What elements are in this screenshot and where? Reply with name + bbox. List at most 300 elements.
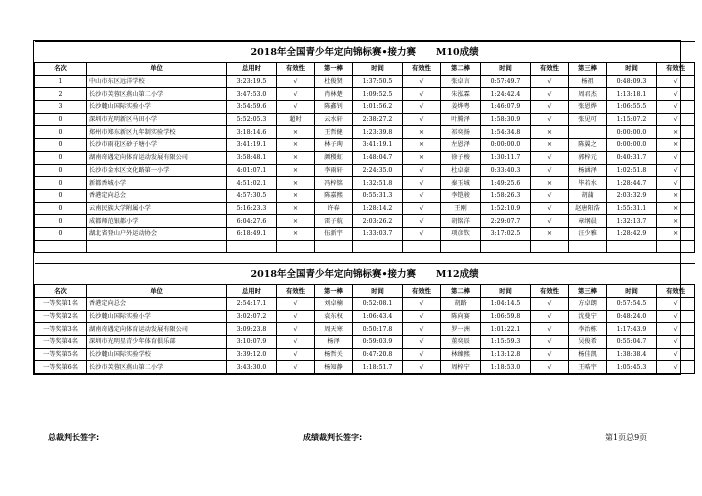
table-cell: 一等奖第5名 — [35, 348, 87, 361]
table-cell: 0:48:24.0 — [607, 310, 657, 323]
table-cell: 1:06:55.5 — [607, 101, 657, 114]
table-cell: √ — [277, 348, 315, 361]
table-cell: 0 — [35, 215, 87, 228]
column-header: 有效性 — [531, 285, 569, 298]
table-cell: 1:17:43.9 — [607, 323, 657, 336]
table-cell: 成都师范银都小学 — [87, 215, 227, 228]
table-cell: 新都香城小学 — [87, 177, 227, 190]
table-cell: 赵唐阳浩 — [569, 202, 607, 215]
table-cell — [657, 240, 695, 253]
column-header: 第三棒 — [569, 63, 607, 76]
column-header: 时间 — [353, 63, 403, 76]
table-cell: 3:43:30.0 — [227, 361, 277, 374]
table-cell — [227, 240, 277, 253]
table-cell: 董奕辰 — [441, 336, 481, 349]
table-cell: 1:49:25.6 — [481, 177, 531, 190]
column-header: 时间 — [607, 63, 657, 76]
table-cell: 郑州市郑东新区九年制实验学校 — [87, 126, 227, 139]
table-row — [35, 323, 695, 336]
table-cell: 王哲健 — [315, 126, 353, 139]
table-cell: √ — [531, 189, 569, 202]
column-header: 有效性 — [657, 285, 695, 298]
table-cell: 杜俊贤 — [315, 75, 353, 88]
table-cell: 长沙市金水区文化路第一小学 — [87, 164, 227, 177]
table-cell: 陈鑫钊 — [315, 101, 353, 114]
results-referee-signature-label: 成绩裁判长签字: — [303, 433, 363, 442]
table-cell: 王刚 — [441, 202, 481, 215]
table-cell: 0:33:40.3 — [481, 164, 531, 177]
table-cell: 1:55:31.1 — [607, 202, 657, 215]
table-cell: 汪少雅 — [569, 227, 607, 240]
table-cell: 1:09:52.5 — [353, 88, 403, 101]
table-cell: √ — [403, 189, 441, 202]
column-header: 有效性 — [657, 63, 695, 76]
table-cell: 祁奕扬 — [441, 126, 481, 139]
table-cell: 湖北省登山户外运动协会 — [87, 227, 227, 240]
table-cell: 杜卓豪 — [441, 164, 481, 177]
table-cell — [481, 240, 531, 253]
table-cell: 许春 — [315, 202, 353, 215]
table-cell: √ — [403, 177, 441, 190]
table-cell: 长沙市芙蓉区燕山第二小学 — [87, 88, 227, 101]
table-cell: 1:06:59.8 — [481, 310, 531, 323]
table-cell — [277, 240, 315, 253]
table-cell: 李治栋 — [569, 323, 607, 336]
table-cell: √ — [657, 323, 695, 336]
table-cell: 李铠骏 — [441, 189, 481, 202]
table-cell: √ — [531, 323, 569, 336]
table-cell: √ — [277, 298, 315, 311]
table-cell — [441, 240, 481, 253]
table-cell: × — [531, 126, 569, 139]
table-cell: 0 — [35, 113, 87, 126]
column-header: 名次 — [35, 285, 87, 298]
table-cell: √ — [277, 88, 315, 101]
table-cell: 0:00:00.0 — [607, 126, 657, 139]
table-cell: 杨哲关 — [315, 348, 353, 361]
table-cell: 3:23:19.5 — [227, 75, 277, 88]
column-header: 有效性 — [403, 285, 441, 298]
table-cell: 1:13:12.8 — [481, 348, 531, 361]
table-cell: 杨祖 — [569, 75, 607, 88]
table-cell: √ — [531, 310, 569, 323]
table-cell: 4:57:30.5 — [227, 189, 277, 202]
table-cell: √ — [657, 75, 695, 88]
table-cell: 0 — [35, 164, 87, 177]
table-cell: 0:55:31.3 — [353, 189, 403, 202]
section1-header-row — [35, 63, 695, 76]
results-table — [34, 41, 695, 374]
table-cell: 一等奖第3名 — [35, 323, 87, 336]
table-cell: 0 — [35, 151, 87, 164]
table-cell: 1:46:07.9 — [481, 101, 531, 114]
column-header: 时间 — [481, 63, 531, 76]
table-cell: × — [277, 177, 315, 190]
table-cell: × — [657, 139, 695, 152]
table-cell: √ — [531, 298, 569, 311]
table-cell: 1:18:53.0 — [481, 361, 531, 374]
table-cell: × — [531, 227, 569, 240]
table-cell: 张卓言 — [441, 75, 481, 88]
table-cell: 3 — [35, 101, 87, 114]
table-cell: √ — [657, 88, 695, 101]
table-cell: √ — [531, 151, 569, 164]
table-cell: 0:00:00.0 — [607, 139, 657, 152]
table-cell: × — [657, 215, 695, 228]
table-cell: × — [277, 164, 315, 177]
section1-event-title: 2018年全国青少年定向锦标赛•接力赛 — [250, 46, 417, 58]
table-cell: × — [277, 126, 315, 139]
table-cell: √ — [657, 164, 695, 177]
table-cell: 胡铭洋 — [441, 215, 481, 228]
table-cell: 2:03:26.2 — [353, 215, 403, 228]
table-row — [35, 336, 695, 349]
table-cell: √ — [277, 361, 315, 374]
table-cell: 长沙麓山国际实验小学 — [87, 101, 227, 114]
table-cell: 深圳市光明新区马田小学 — [87, 113, 227, 126]
table-cell: 1:30:11.7 — [481, 151, 531, 164]
table-cell: 朱泓霖 — [441, 88, 481, 101]
table-cell: √ — [657, 113, 695, 126]
table-cell: 5:16:23.3 — [227, 202, 277, 215]
table-cell: √ — [277, 75, 315, 88]
table-cell: √ — [531, 88, 569, 101]
section1-title — [35, 42, 695, 63]
table-cell: √ — [403, 101, 441, 114]
table-cell — [531, 240, 569, 253]
table-cell: 郭梓元 — [569, 151, 607, 164]
table-cell: √ — [403, 215, 441, 228]
section2-header-row — [35, 285, 695, 298]
table-cell: 香港定向总会 — [87, 298, 227, 311]
title-spacer — [416, 47, 436, 58]
table-cell: 1:38:38.4 — [607, 348, 657, 361]
table-cell: 3:39:12.0 — [227, 348, 277, 361]
table-cell: 1:01:56.2 — [353, 101, 403, 114]
table-cell: √ — [277, 336, 315, 349]
table-cell: 3:09:23.8 — [227, 323, 277, 336]
table-row — [35, 215, 695, 228]
table-cell — [87, 240, 227, 253]
table-cell: √ — [403, 88, 441, 101]
table-cell: 王晧宇 — [569, 361, 607, 374]
table-cell: 1:23:39.8 — [353, 126, 403, 139]
table-row — [35, 177, 695, 190]
table-cell: √ — [277, 101, 315, 114]
table-cell: 周君杰 — [569, 88, 607, 101]
table-cell: 1:24:42.4 — [481, 88, 531, 101]
table-cell: 1:32:51.8 — [353, 177, 403, 190]
table-cell: 1:32:13.7 — [607, 215, 657, 228]
table-cell — [607, 240, 657, 253]
table-row — [35, 361, 695, 374]
table-cell: √ — [277, 323, 315, 336]
table-cell: 雷子航 — [315, 215, 353, 228]
table-cell: 3:17:02.5 — [481, 227, 531, 240]
table-cell: 云南民族大学附属小学 — [87, 202, 227, 215]
section-gap-row — [35, 253, 695, 264]
table-cell: × — [277, 227, 315, 240]
table-cell: 一等奖第4名 — [35, 336, 87, 349]
table-cell: 胡路 — [441, 298, 481, 311]
table-cell: 3:41:19.1 — [227, 139, 277, 152]
table-cell: √ — [403, 202, 441, 215]
table-cell: × — [403, 126, 441, 139]
signature-footer — [0, 432, 702, 448]
table-cell: √ — [657, 336, 695, 349]
table-cell: 1:54:34.8 — [481, 126, 531, 139]
table-cell: 0:50:17.8 — [353, 323, 403, 336]
table-cell: 0 — [35, 126, 87, 139]
section1-title-row — [35, 42, 695, 63]
table-cell: 刘卓楠 — [315, 298, 353, 311]
table-cell: 0 — [35, 177, 87, 190]
table-cell: √ — [657, 361, 695, 374]
table-cell: 0:57:54.5 — [607, 298, 657, 311]
column-header: 有效性 — [531, 63, 569, 76]
table-cell: √ — [657, 101, 695, 114]
table-row — [35, 101, 695, 114]
table-row — [35, 227, 695, 240]
table-cell: 1:52:10.9 — [481, 202, 531, 215]
table-cell: 0 — [35, 202, 87, 215]
table-cell: 1:05:45.3 — [607, 361, 657, 374]
table-cell: √ — [277, 310, 315, 323]
page-number: 第1页总9页 — [605, 433, 648, 442]
table-cell: × — [657, 126, 695, 139]
column-header: 第二棒 — [441, 285, 481, 298]
table-row — [35, 348, 695, 361]
table-cell: 胡蒲 — [569, 189, 607, 202]
table-row — [35, 164, 695, 177]
table-cell: 1:15:07.2 — [607, 113, 657, 126]
title-spacer — [416, 269, 436, 280]
table-cell: 1:37:50.5 — [353, 75, 403, 88]
table-cell: 1:58:26.3 — [481, 189, 531, 202]
table-cell: 2:29:07.7 — [481, 215, 531, 228]
table-cell: 1:28:44.7 — [607, 177, 657, 190]
table-cell: 2:24:35.0 — [353, 164, 403, 177]
table-cell: 云水轩 — [315, 113, 353, 126]
table-cell: 1:04:14.5 — [481, 298, 531, 311]
table-cell: 3:02:07.2 — [227, 310, 277, 323]
table-cell — [403, 240, 441, 253]
table-cell: 林子珣 — [315, 139, 353, 152]
table-cell: 秦玉城 — [441, 177, 481, 190]
table-cell: √ — [531, 336, 569, 349]
table-cell: × — [277, 202, 315, 215]
table-cell: 湖南奇遇定向体育运动发展有限公司 — [87, 151, 227, 164]
table-cell: 姜烨粤 — [441, 101, 481, 114]
table-cell: 香港定向总会 — [87, 189, 227, 202]
table-cell: 杨涵泽 — [569, 164, 607, 177]
table-cell: 0:48:09.3 — [607, 75, 657, 88]
table-cell: × — [403, 139, 441, 152]
table-cell: 杨佳凯 — [569, 348, 607, 361]
table-cell: 李雨轩 — [315, 164, 353, 177]
table-row — [35, 126, 695, 139]
column-header: 有效性 — [277, 285, 315, 298]
table-cell: 颜稷虹 — [315, 151, 353, 164]
table-cell: 1:01:22.1 — [481, 323, 531, 336]
table-cell: × — [657, 202, 695, 215]
table-cell: 0:52:08.1 — [353, 298, 403, 311]
table-cell: × — [277, 215, 315, 228]
section1-group-label: M10成绩 — [435, 46, 479, 58]
column-header: 第二棒 — [441, 63, 481, 76]
table-cell: × — [277, 189, 315, 202]
table-cell: 肖林楚 — [315, 88, 353, 101]
table-cell: 杨知静 — [315, 361, 353, 374]
table-cell: 周梓宁 — [441, 361, 481, 374]
table-cell: 0 — [35, 189, 87, 202]
table-cell: × — [277, 139, 315, 152]
table-cell — [353, 240, 403, 253]
table-cell: √ — [531, 164, 569, 177]
table-cell: 1:48:04.7 — [353, 151, 403, 164]
table-cell: × — [531, 177, 569, 190]
column-header: 总用时 — [227, 63, 277, 76]
table-cell: √ — [657, 348, 695, 361]
table-cell: 章纲晨 — [569, 215, 607, 228]
table-cell: 2:38:27.2 — [353, 113, 403, 126]
empty-row — [35, 240, 695, 253]
table-cell: 3:58:48.1 — [227, 151, 277, 164]
table-cell: 伍新宇 — [315, 227, 353, 240]
table-cell: 1:28:42.9 — [607, 227, 657, 240]
table-cell: 罗一洲 — [441, 323, 481, 336]
table-cell: × — [657, 227, 695, 240]
table-cell: 超时 — [277, 113, 315, 126]
table-cell: 长沙麓山国际实验小学 — [87, 310, 227, 323]
table-cell: 4:51:02.1 — [227, 177, 277, 190]
table-cell: 长沙麓山国际实验学校 — [87, 348, 227, 361]
table-cell: 2 — [35, 88, 87, 101]
table-cell: 0:55:04.7 — [607, 336, 657, 349]
table-row — [35, 139, 695, 152]
table-cell: × — [531, 139, 569, 152]
table-cell: 张见可 — [569, 113, 607, 126]
table-cell: 3:18:14.6 — [227, 126, 277, 139]
section2-title — [35, 264, 695, 285]
table-cell: 左恩泽 — [441, 139, 481, 152]
table-cell: √ — [403, 75, 441, 88]
column-header: 时间 — [481, 285, 531, 298]
table-cell: 毕若水 — [569, 177, 607, 190]
table-cell: 1:02:51.8 — [607, 164, 657, 177]
table-cell: 深圳市光明星青少年体育俱乐部 — [87, 336, 227, 349]
table-cell: √ — [403, 113, 441, 126]
table-cell: √ — [403, 336, 441, 349]
table-cell: √ — [531, 75, 569, 88]
table-cell: 2:54:17.1 — [227, 298, 277, 311]
table-cell: 沈曼宁 — [569, 310, 607, 323]
column-header: 名次 — [35, 63, 87, 76]
table-cell: √ — [403, 164, 441, 177]
section2-group-label: M12成绩 — [435, 268, 479, 280]
table-cell: 1:58:30.9 — [481, 113, 531, 126]
table-cell: √ — [403, 298, 441, 311]
table-cell: × — [657, 189, 695, 202]
column-header: 第一棒 — [315, 63, 353, 76]
table-cell: 项彦钦 — [441, 227, 481, 240]
table-cell: 1:06:43.4 — [353, 310, 403, 323]
table-row — [35, 189, 695, 202]
table-cell: √ — [531, 113, 569, 126]
column-header: 有效性 — [403, 63, 441, 76]
table-cell — [569, 126, 607, 139]
table-cell: 一等奖第2名 — [35, 310, 87, 323]
chief-referee-signature-label: 总裁判长签字: — [48, 433, 100, 442]
table-cell — [35, 240, 87, 253]
table-cell: 1:33:03.7 — [353, 227, 403, 240]
table-cell: 0 — [35, 227, 87, 240]
table-cell: 长沙市雨花区砂子塘小学 — [87, 139, 227, 152]
table-cell: √ — [657, 151, 695, 164]
table-cell: 周天寒 — [315, 323, 353, 336]
table-row — [35, 75, 695, 88]
table-cell: 1 — [35, 75, 87, 88]
table-cell: 3:10:07.9 — [227, 336, 277, 349]
table-cell: 杨泽 — [315, 336, 353, 349]
table-cell: 一等奖第1名 — [35, 298, 87, 311]
table-row — [35, 298, 695, 311]
table-cell: × — [403, 151, 441, 164]
table-cell — [315, 240, 353, 253]
column-header: 单位 — [87, 63, 227, 76]
table-cell: 一等奖第6名 — [35, 361, 87, 374]
table-cell: √ — [403, 310, 441, 323]
table-cell: 1:15:59.3 — [481, 336, 531, 349]
table-cell: √ — [403, 348, 441, 361]
table-cell: 0:59:03.9 — [353, 336, 403, 349]
table-cell: √ — [531, 215, 569, 228]
table-cell: 袁东权 — [315, 310, 353, 323]
column-header: 时间 — [607, 285, 657, 298]
table-cell: 徐子梭 — [441, 151, 481, 164]
table-cell: 3:54:59.6 — [227, 101, 277, 114]
table-row — [35, 113, 695, 126]
table-cell: 1:13:18.1 — [607, 88, 657, 101]
table-cell: 林臻熙 — [441, 348, 481, 361]
table-cell: 0:40:31.7 — [607, 151, 657, 164]
table-cell: 4:01:07.1 — [227, 164, 277, 177]
table-cell: × — [277, 151, 315, 164]
column-header: 单位 — [87, 285, 227, 298]
table-cell: 湖南奇遇定向体育运动发展有限公司 — [87, 323, 227, 336]
table-cell: 0 — [35, 139, 87, 152]
table-row — [35, 310, 695, 323]
table-cell: √ — [531, 101, 569, 114]
table-cell: √ — [531, 348, 569, 361]
table-cell: 陈翼之 — [569, 139, 607, 152]
table-row — [35, 88, 695, 101]
table-cell: √ — [403, 227, 441, 240]
table-row — [35, 202, 695, 215]
table-cell: 中山市东区远洋学校 — [87, 75, 227, 88]
table-cell: √ — [657, 177, 695, 190]
section2-event-title: 2018年全国青少年定向锦标赛•接力赛 — [250, 268, 417, 280]
table-cell: 0:00:00.0 — [481, 139, 531, 152]
column-header: 第一棒 — [315, 285, 353, 298]
table-cell: 陈嘉熙 — [315, 189, 353, 202]
section-gap — [35, 253, 695, 264]
table-cell: 1:28:14.2 — [353, 202, 403, 215]
column-header: 总用时 — [227, 285, 277, 298]
table-cell: √ — [657, 310, 695, 323]
table-cell: 0:57:49.7 — [481, 75, 531, 88]
table-cell: √ — [657, 298, 695, 311]
